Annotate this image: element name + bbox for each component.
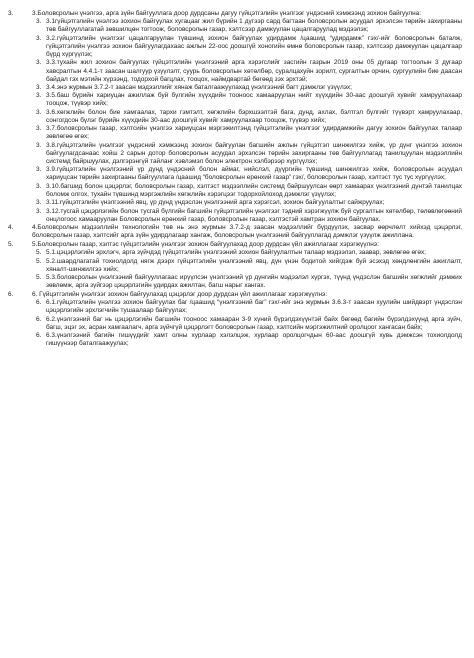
bullet-number: 3. [36, 207, 42, 215]
paragraph-text: 3.4.энэ журмын 3.7.2-т заасан мэдээллийг хянаж баталгаажуулахад үнэлгээний багт дэмжлэг үзүүлэх; [46, 83, 352, 91]
list-item [32, 59, 462, 83]
bullet-number: 3. [36, 92, 42, 100]
bullet-number: 3. [36, 18, 42, 26]
section-paragraph [8, 10, 462, 18]
paragraph-text: 5.1.цэцэрлэгийн эрхлэгч, арга зүйчдэд гүйцэтгэлийн үнэлгээний зохион байгуулалтын талаар мэдээлэл, заавар, зөвлөгөө өгөх; [46, 249, 426, 257]
paragraph-text: 6.2.үнэлгээний баг нь цэцэрлэгийн багшийн тооноос хамааран 3-9 хүний бүрэлдэхүүнтэй байх бөгөөд багийн бүрэлдэхүүнд арга зүйч, багш, эцэг эх, асран хамгаалагч, арга зүйчгүй цэцэрлэгт боловсролын газар, хэлтсийн мэргэжилтний оролцоог хангасан байх; [46, 315, 462, 331]
bullet-number: 3. [36, 108, 42, 116]
paragraph-text: 3.11.гүйцэтгэлийн үнэлгээний явц, үр дүнд үндэслэн үнэлгээний арга хэрэгсэл, зохион байгуулалтыг сайжруулах; [46, 199, 385, 207]
list-item [32, 199, 462, 207]
paragraph-text: 6. Гүйцэтгэлийн үнэлгээг зохион байгуулахад цэцэрлэг доор дурдсан үйл ажиллагааг хэрэгжүүлнэ: [32, 290, 328, 298]
list-item [32, 299, 462, 315]
list-item [32, 258, 462, 274]
paragraph-text: 6.1.гүйцэтгэлийн үнэлгээ зохион байгуулах баг /цаашид “үнэлгээний баг” гэх/-ийг энэ журмын 3.6.3-т заасан хуулийн шийдвэрт үндэслэн цэцэрлэгийн эрхлэгчийн тушаалаар байгуулах; [46, 299, 462, 315]
paragraph-text: 3.2.гүйцэтгэлийн үнэлгээг цацалгаруулан түвшинд зохион байгуулах удирдамж /цаашид “удирдамж” гэх/-ийг боловсролын баталж, гүйцэтгэлийн үнэлгээ зохион байгуулагдахаас ажлын 22-оос доошгүй хоногийн өмнө боловсролын газар, хэлтсээр дамжуулан цацалгаар бүрд хүргүүлэх; [46, 34, 462, 59]
list-item [32, 18, 462, 34]
section-number: 6. [8, 290, 14, 298]
section-paragraph [8, 240, 462, 249]
list-item [32, 92, 462, 108]
list-item [32, 142, 462, 166]
bullet-number: 3. [36, 125, 42, 133]
paragraph-text: 5.2.шаардлагатай тохиолдолд нягж дээрх гүйцэтгэлийн үнэлгээний явц, дүн үнэн бодитой хийгдэж буй эсэхэд хөндлөнгийн ажиглалт, хяналт-шинжилгээ хийх; [46, 257, 462, 273]
bullet-number: 3. [36, 166, 42, 174]
paragraph-text: 6.3.үнэлгээний багийн гишүүдийг хамт олны хурлаар хэлэлцэж, хурлаар оролцогчдын 60-аас доошгүй хувь дэмжсэн тохиолдолд гишүүнээр баталгаажуулах; [46, 332, 462, 348]
list-item [32, 166, 462, 182]
bullet-number: 3. [36, 141, 42, 149]
list-item [32, 316, 462, 332]
list-item [32, 274, 462, 290]
list-item [32, 332, 462, 348]
bullet-number: 3. [36, 34, 42, 42]
bullet-number: 5. [36, 249, 42, 257]
paragraph-text: 3.5.баш бүрийн хариуцан ажиллаж буй бүлгийн хүүхдийн тооноос хамааруулан нийт хүүхдийн 30-аас доошгүй хувийг хамруулахаар тооцож, түүвэр хийх; [46, 92, 462, 108]
list-item [32, 208, 462, 224]
paragraph-text: 3.1гүйцэтгэлийн үнэлгээ зохион байгуулах хугацааг жил бүрийн 1 дүгээр сард багтаан боловсролын асуудал эрхэлсэн төрийн захиргааны төв байгууллагатай зөвшилцөн тогтоож, боловсролын газар, хэлтсээр дамжуулан цацалгаруулад мэдээлэх; [46, 18, 462, 34]
list-item [32, 125, 462, 141]
section-number: 3. [8, 10, 14, 17]
list-item [32, 109, 462, 125]
bullet-number: 6. [36, 332, 42, 340]
section-paragraph [8, 224, 462, 240]
list-item [32, 84, 462, 92]
paragraph-text: 5.3.боловсролын үнэлгээний байгууллагаас ирүүлсэн үнэлгээний үр дүнгийн мэдээлэл хүргэх, түүнд үндэслэн багшийн хөгжлийг дэмжих зөвлөмж, арга зүйгээр цэцэрлэгийн удирдах ажилтан, багш нарыг хангах. [46, 274, 462, 290]
bullet-number: 5. [36, 257, 42, 265]
section-number: 5. [8, 240, 14, 248]
section-paragraph [8, 290, 462, 299]
bullet-number: 6. [36, 299, 42, 307]
bullet-number: 3. [36, 83, 42, 91]
paragraph-text: 3.3.тухайн жил зохион байгуулах гүйцэтгэлийн үнэлгээний арга хэрэгслийг засгийн газрын 2019 оны 05 дугаар тогтоолын 3 дугаар хавсралтын 4.4.1-т заасан шалгуур үзүүлэлт, суурь боловсролын хөтөлбөр, суралцахуйн зорилт, сургалтын орчин, сургуулийн бие даасан байдал гэх мэтийн хүрээнд, тодорхой багцлах, тооцох, наймдвартай бөгөөд зэх эрхтэй; [46, 59, 462, 83]
paragraph-text: 3.8.гүйцэтгэлийн үнэлгээг үндэсний хэмжээнд зохион байгуулан багшийн ажлын гүйцэтгэл шинжилгээ хийж, үр дүнг үнэлгээ зохион байгуулагдсанаас хойш 2 сарын дотор боловсролын асуудал эрхэлсэн төрийн захиргааны төв байгууллагад танилцуулан мэдээллийн системд байршуулах, дэлгэрэнгүй тайланг хэвлэмэл болон электрон хэлбэрээр хүргүүлэх; [46, 141, 462, 165]
list-item [32, 249, 462, 257]
bullet-number: 5. [36, 274, 42, 282]
paragraph-text: 5.Боловсролын газар, хэлтэс гүйцэтгэлийн үнэлгээг зохион байгуулахад доор дурдсан үйл ажиллагааг хэрэгжүүлнэ: [32, 240, 379, 248]
list-item [32, 183, 462, 199]
paragraph-text: 3.6.хөгжлийн болон бие хамгаалах, тархи гэмтэлт, хөгжлийн бэрхшээлтэй бага, дунд, ахлах, бэлтгэл бүлгийг түүвэрт хамруулахаар, сонгогдсон бүлэг бүрийн хүүхдийн 30-аас доошгүй хувийг хамруулахаар тооцож, түүвэр хийх; [46, 108, 462, 124]
paragraph-text: 4.Боловсролын мэдээллийн технологийн төв нь энэ журмын 3.7.2-д заасан мэдээллийг бүрдүүлэх, засвар өөрчлөлт хийхэд цэцэрлэг, боловсролын газар, хэлтсийг арга зүйн удирдлагаар хангаж, боловсролын үнэлгээний байгууллагад дэмжлэг үзүүлж ажиллана. [32, 224, 462, 240]
paragraph-text: 3.10.багшид болон цэцэрлэг, боловсролын газар, хэлтэст мэдээллийн системд байршуулсан өөрт хамаарах үнэлгээний дүнтэй танилцах боломж олгох, тухайн түвшинд мэргэжлийн хөгжлийн хэрэгцээг тодорхойлоход дэмжлэг үзүүлэх; [46, 182, 462, 198]
paragraph-text: 3.Боловсролын үнэлгээ, арга зүйн байгууллага доор дурдсаны дагуу гүйцэтгэлийн үнэлгээг үндэсний хэмжээнд зохион байгуулна: [32, 10, 422, 17]
list-item [32, 35, 462, 59]
bullet-number: 3. [36, 182, 42, 190]
paragraph-text: 3.12.тусгай цэцэрлэгийн болон тусгай бүлгийн багшийн гүйцэтгэлийн үнэлгээг тэдний хэрэгжүүлж буй сургалтын хөтөлбөр, төлөвлөгөөний онцлогоос хамааруулан Боловсролын ерөнхий газар, боловсролын газар, хэлтэстэй хамтран зохион байгуулах. [46, 207, 462, 223]
bullet-number: 3. [36, 199, 42, 207]
section-number: 4. [8, 224, 14, 232]
bullet-number: 3. [36, 59, 42, 67]
paragraph-text: 3.9.гүйцэтгэлийн үнэлгээний үр дүнд үндэсний болон аймаг, нийслэл, дүүргийн түвшинд шинжилгээ хийж, боловсролын асуудал хариуцсан төрийн захиргааны байгууллага /цаашид “боловсролын ерөнхий газар” гэх/, боловсролын газар, хэлтэст тус тус хүргүүлэх; [46, 166, 462, 182]
bullet-number: 6. [36, 315, 42, 323]
paragraph-text: 3.7.боловсролын газар, хэлтсийн үнэлгээ хариуцсан мэргэжилтэнд гүйцэтгэлийн үнэлгээг удирдамжийн дагуу зохион байгуулах талаар зөвлөгөө өгөх; [46, 125, 462, 141]
